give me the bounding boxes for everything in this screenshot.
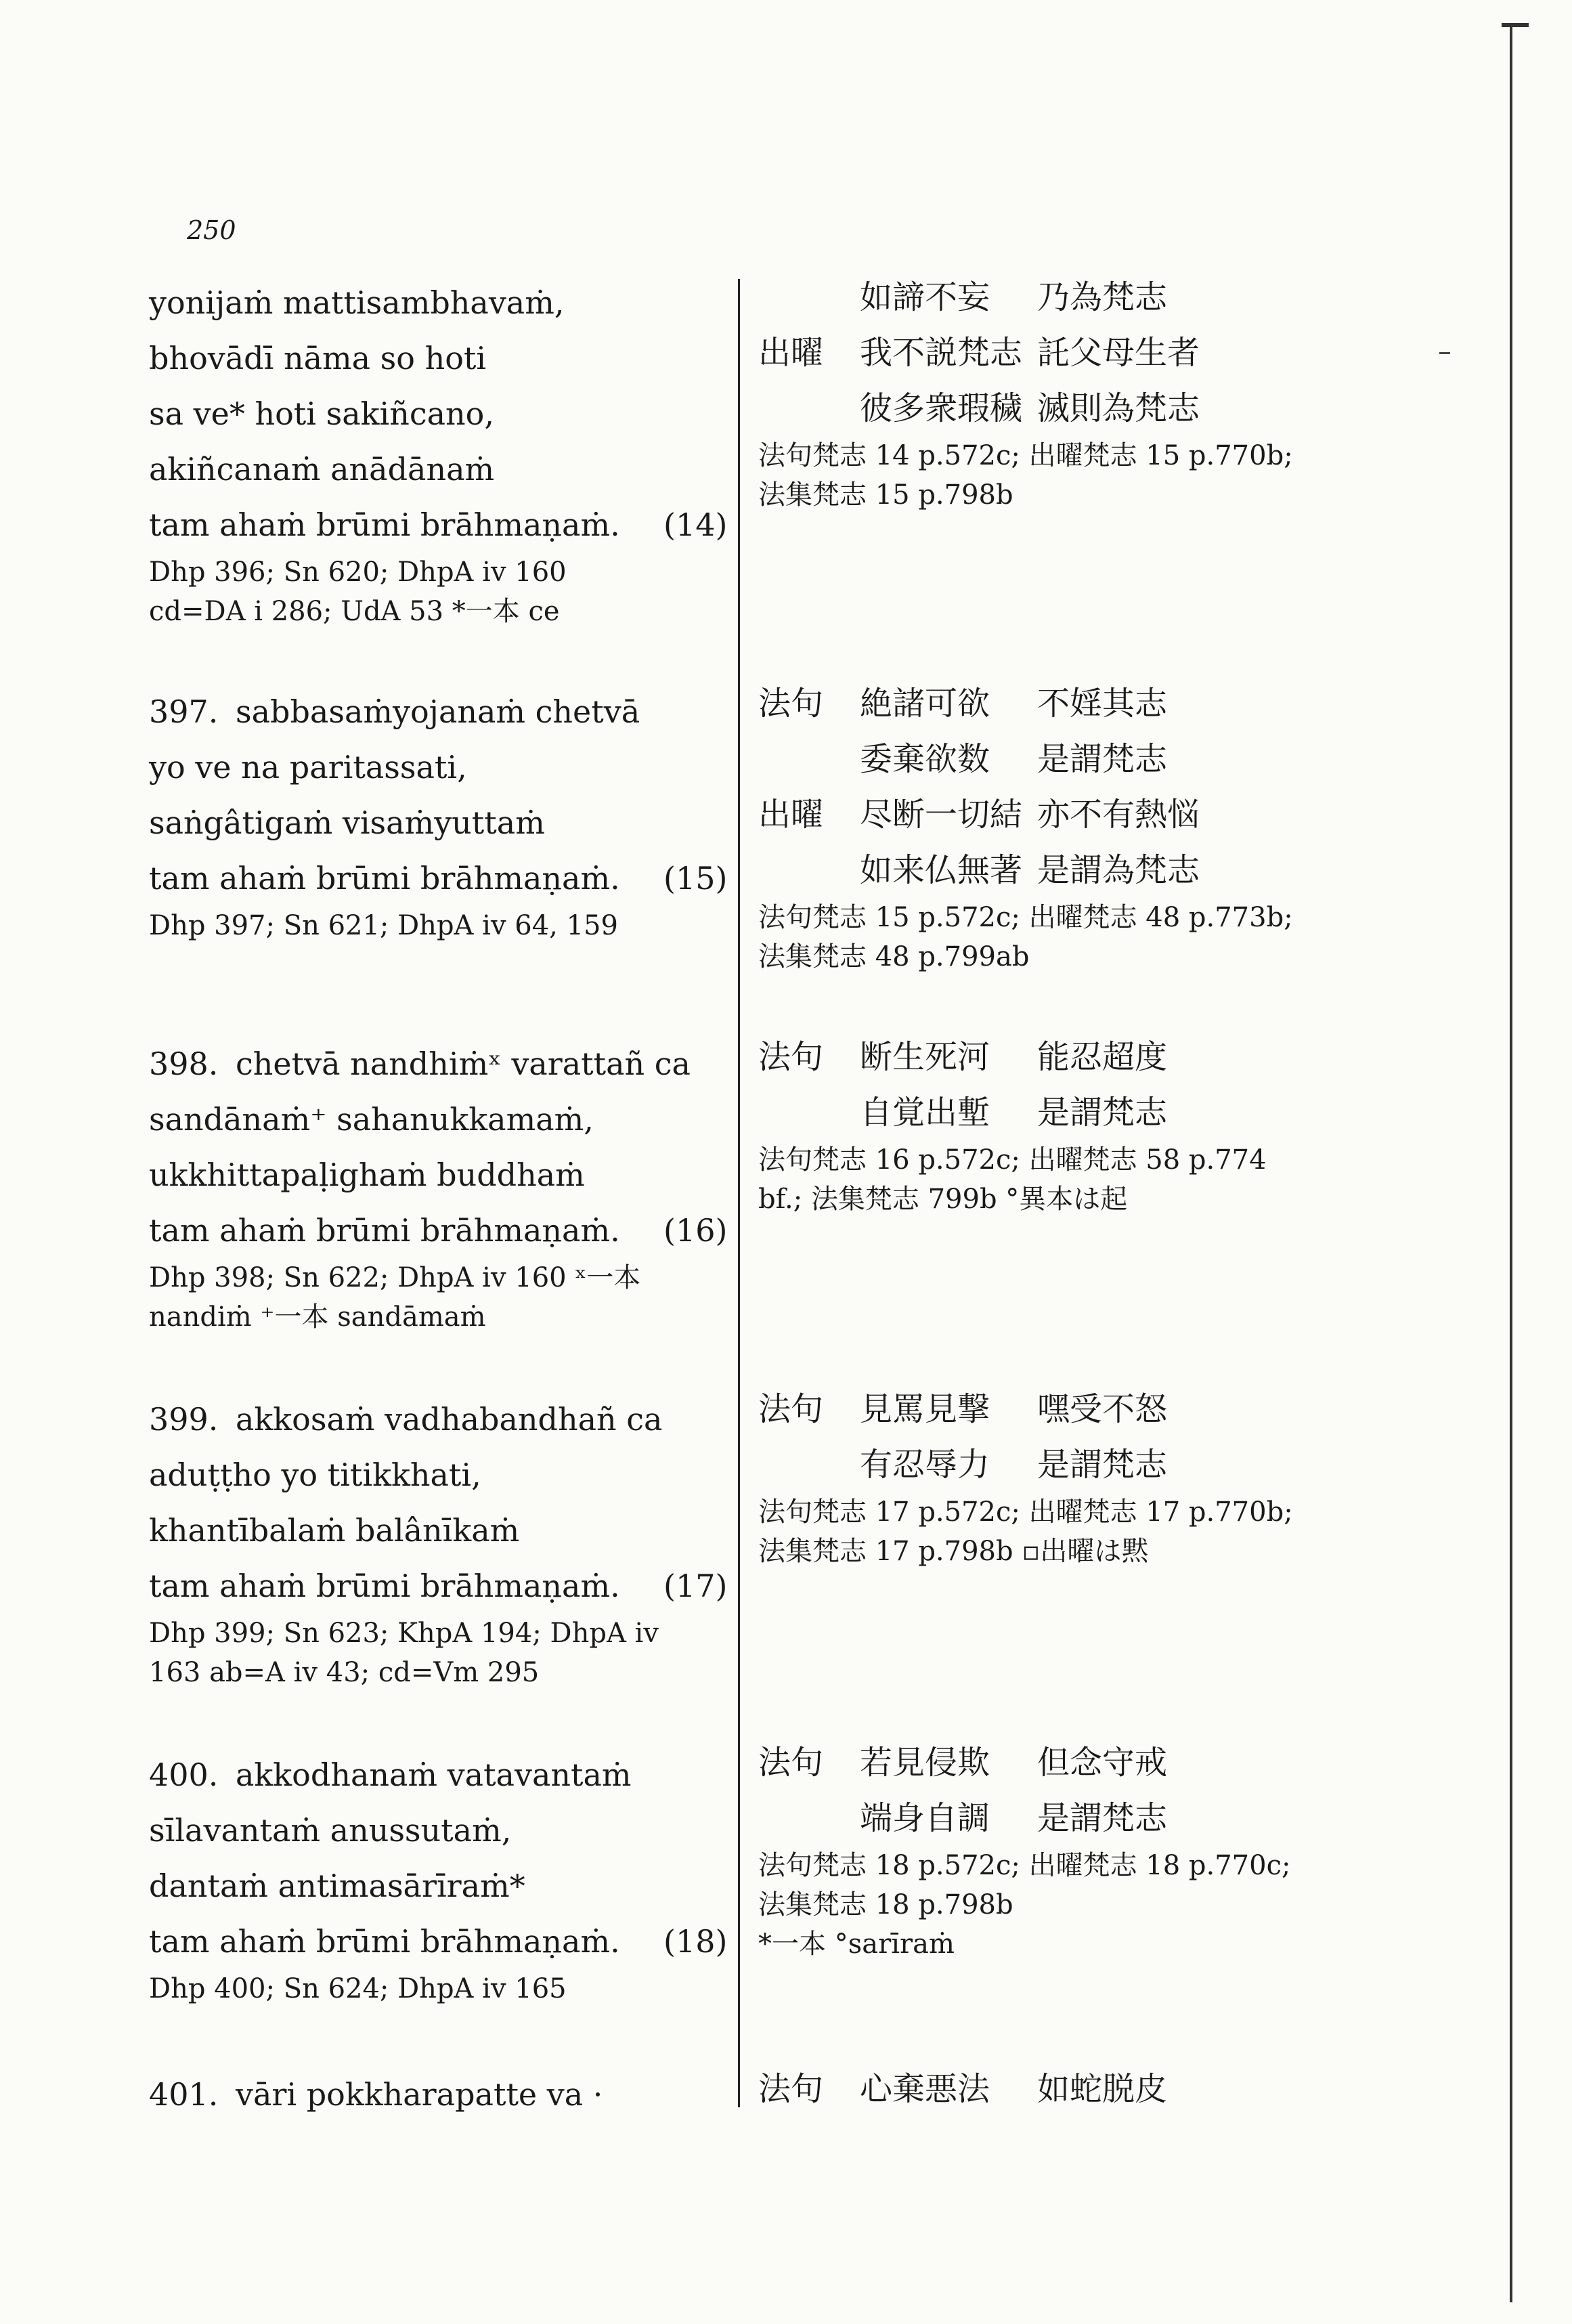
verse-line: bhovādī nāma so hoti	[149, 340, 487, 376]
parallel-hemistich: 尽断一切結	[860, 796, 1023, 834]
verse-reference: Dhp 398; Sn 622; DhpA iv 160 ˣ一本	[149, 1262, 641, 1293]
verse-line: khantībalaṁ balânīkaṁ	[149, 1512, 520, 1549]
verse-line	[149, 1747, 731, 1803]
verse-refrain-line	[149, 851, 731, 906]
verse-reference: Dhp 397; Sn 621; DhpA iv 64, 159	[149, 910, 618, 941]
parallel-source: 法句	[758, 685, 824, 723]
binding-edge-top	[1502, 23, 1529, 27]
parallel-block-398	[758, 1029, 1489, 1219]
verse-text: akkosaṁ vadhabandhañ ca	[236, 1401, 663, 1438]
parallel-reference: 法句梵志 15 p.572c; 出曜梵志 48 p.773b;	[758, 902, 1293, 933]
parallel-hemistich: 是謂梵志	[1037, 1094, 1168, 1132]
verse-number: 397.	[149, 693, 219, 730]
parallel-reference: 法集梵志 17 p.798b ▫出曜は黙	[758, 1536, 1149, 1567]
parallel-line	[758, 676, 1489, 731]
parallel-hemistich: 是謂為梵志	[1037, 851, 1200, 889]
verse-line: sīlavantaṁ anussutaṁ,	[149, 1812, 512, 1849]
parallel-line	[758, 1790, 1489, 1846]
verse-refrain-line	[149, 1558, 731, 1614]
parallel-hemistich: 是謂梵志	[1037, 1446, 1168, 1484]
verse-refrain: tam ahaṁ brūmi brāhmaṇaṁ.	[149, 1923, 620, 1960]
parallel-line	[758, 1085, 1489, 1140]
parallel-hemistich: 託父母生者	[1037, 334, 1200, 372]
parallel-hemistich: 是謂梵志	[1037, 1799, 1168, 1837]
parallel-hemistich: 如蛇脱皮	[1037, 2070, 1168, 2108]
verse-refrain: tam ahaṁ brūmi brāhmaṇaṁ.	[149, 507, 620, 543]
verse-reference: 163 ab=A iv 43; cd=Vm 295	[149, 1657, 540, 1688]
parallel-source: 出曜	[758, 334, 824, 372]
parallel-hemistich: 如来仏無著	[860, 851, 1023, 889]
parallel-hemistich: 委棄欲数	[860, 740, 990, 778]
parallel-hemistich: 不婬其志	[1037, 685, 1168, 723]
parallel-reference: *一本 °sarīraṁ	[758, 1929, 955, 1960]
parallel-hemistich: 断生死河	[860, 1038, 990, 1076]
parallel-source: 法句	[758, 2070, 824, 2108]
verse-block-401	[149, 2067, 731, 2122]
verse-line: saṅgâtigaṁ visaṁyuttaṁ	[149, 804, 545, 841]
parallel-hemistich: 如諦不妄	[860, 278, 990, 316]
parallel-line	[758, 1029, 1489, 1085]
parallel-reference: 法集梵志 18 p.798b	[758, 1889, 1013, 1920]
verse-line: akiñcanaṁ anādānaṁ	[149, 451, 495, 488]
parallel-reference: 法集梵志 48 p.799ab	[758, 941, 1030, 972]
parallel-hemistich: 心棄悪法	[860, 2070, 990, 2108]
binding-edge	[1510, 27, 1512, 2302]
verse-refrain-line	[149, 1203, 731, 1258]
verse-mark: (17)	[663, 1568, 728, 1604]
verse-text: vāri pokkharapatte va ·	[236, 2076, 603, 2113]
verse-reference: Dhp 396; Sn 620; DhpA iv 160	[149, 557, 567, 588]
verse-line: sandānaṁ⁺ sahanukkamaṁ,	[149, 1101, 594, 1138]
verse-text: chetvā nandhiṁˣ varattañ ca	[236, 1046, 691, 1082]
verse-line: aduṭṭho yo titikkhati,	[149, 1457, 481, 1493]
page-number: 250	[187, 215, 236, 245]
verse-mark: (14)	[663, 507, 728, 543]
verse-block-399	[149, 1392, 731, 1692]
verse-line	[149, 1392, 731, 1447]
parallel-hemistich: 若見侵欺	[860, 1744, 990, 1782]
parallel-reference: 法句梵志 17 p.572c; 出曜梵志 17 p.770b;	[758, 1497, 1293, 1528]
parallel-line	[758, 787, 1489, 842]
parallel-reference: 法句梵志 14 p.572c; 出曜梵志 15 p.770b;	[758, 440, 1293, 471]
verse-reference: nandiṁ ⁺一本 sandāmaṁ	[149, 1301, 486, 1333]
parallel-line	[758, 381, 1489, 436]
parallel-hemistich: 有忍辱力	[860, 1446, 990, 1484]
parallel-block-399	[758, 1381, 1489, 1571]
parallel-source: 法句	[758, 1038, 824, 1076]
verse-reference: Dhp 399; Sn 623; KhpA 194; DhpA iv	[149, 1618, 659, 1649]
verse-line	[149, 1036, 731, 1092]
parallel-hemistich: 彼多衆瑕穢	[860, 389, 1023, 427]
verse-reference: Dhp 400; Sn 624; DhpA iv 165	[149, 1973, 567, 2004]
parallel-hemistich: 能忍超度	[1037, 1038, 1168, 1076]
parallel-source: 法句	[758, 1390, 824, 1428]
verse-line: ukkhittapaḷighaṁ buddhaṁ	[149, 1157, 585, 1193]
parallel-hemistich: 亦不有熱悩	[1037, 796, 1200, 834]
verse-line: dantaṁ antimasārīraṁ*	[149, 1868, 525, 1904]
parallel-line	[758, 325, 1489, 381]
parallel-block-400	[758, 1735, 1489, 1964]
verse-refrain-line	[149, 497, 731, 553]
verse-number: 399.	[149, 1401, 219, 1438]
column-divider	[738, 279, 740, 2107]
parallel-reference: 法句梵志 18 p.572c; 出曜梵志 18 p.770c;	[758, 1850, 1291, 1881]
parallel-source: 出曜	[758, 796, 824, 834]
verse-mark: (16)	[663, 1212, 728, 1249]
parallel-hemistich: 自覚出塹	[860, 1094, 990, 1132]
verse-line	[149, 2067, 731, 2122]
verse-refrain-line	[149, 1914, 731, 1969]
parallel-hemistich: 端身自調	[860, 1799, 990, 1837]
parallel-line	[758, 1735, 1489, 1790]
verse-text: sabbasaṁyojanaṁ chetvā	[236, 693, 640, 730]
verse-line	[149, 684, 731, 739]
parallel-hemistich: 是謂梵志	[1037, 740, 1168, 778]
verse-reference: cd=DA i 286; UdA 53 *一本 ce	[149, 596, 560, 627]
verse-block-400	[149, 1747, 731, 2008]
parallel-hemistich: 嘿受不怒	[1037, 1390, 1168, 1428]
parallel-block-397	[758, 676, 1489, 976]
parallel-hemistich: 我不説梵志	[860, 334, 1023, 372]
verse-block-396	[149, 275, 731, 631]
verse-mark: (15)	[663, 860, 728, 897]
verse-line: sa ve* hoti sakiñcano,	[149, 395, 494, 432]
parallel-block-401	[758, 2061, 1489, 2117]
verse-number: 400.	[149, 1757, 219, 1793]
verse-refrain: tam ahaṁ brūmi brāhmaṇaṁ.	[149, 1568, 620, 1604]
verse-refrain: tam ahaṁ brūmi brāhmaṇaṁ.	[149, 1212, 620, 1249]
verse-line: yo ve na paritassati,	[149, 749, 467, 786]
parallel-reference: 法句梵志 16 p.572c; 出曜梵志 58 p.774	[758, 1144, 1267, 1176]
parallel-hemistich: 滅則為梵志	[1037, 389, 1200, 427]
parallel-hemistich: 乃為梵志	[1037, 278, 1168, 316]
parallel-hemistich: 但念守戒	[1037, 1744, 1168, 1782]
parallel-reference: 法集梵志 15 p.798b	[758, 479, 1013, 511]
parallel-line	[758, 731, 1489, 787]
parallel-line	[758, 1381, 1489, 1437]
parallel-hemistich: 絶諸可欲	[860, 685, 990, 723]
parallel-line	[758, 1437, 1489, 1492]
parallel-line	[758, 842, 1489, 898]
verse-block-397	[149, 684, 731, 945]
parallel-line	[758, 2061, 1489, 2117]
verse-refrain: tam ahaṁ brūmi brāhmaṇaṁ.	[149, 860, 620, 897]
verse-block-398	[149, 1036, 731, 1337]
verse-number: 398.	[149, 1046, 219, 1082]
verse-line: yonijaṁ mattisambhavaṁ,	[149, 284, 565, 321]
parallel-hemistich: 見罵見撃	[860, 1390, 990, 1428]
verse-text: akkodhanaṁ vatavantaṁ	[236, 1757, 632, 1793]
parallel-source: 法句	[758, 1744, 824, 1782]
parallel-line	[758, 270, 1489, 325]
parallel-block-396	[758, 270, 1489, 515]
parallel-reference: bf.; 法集梵志 799b °異本は起	[758, 1184, 1128, 1215]
verse-mark: (18)	[663, 1923, 728, 1960]
verse-number: 401.	[149, 2076, 219, 2113]
